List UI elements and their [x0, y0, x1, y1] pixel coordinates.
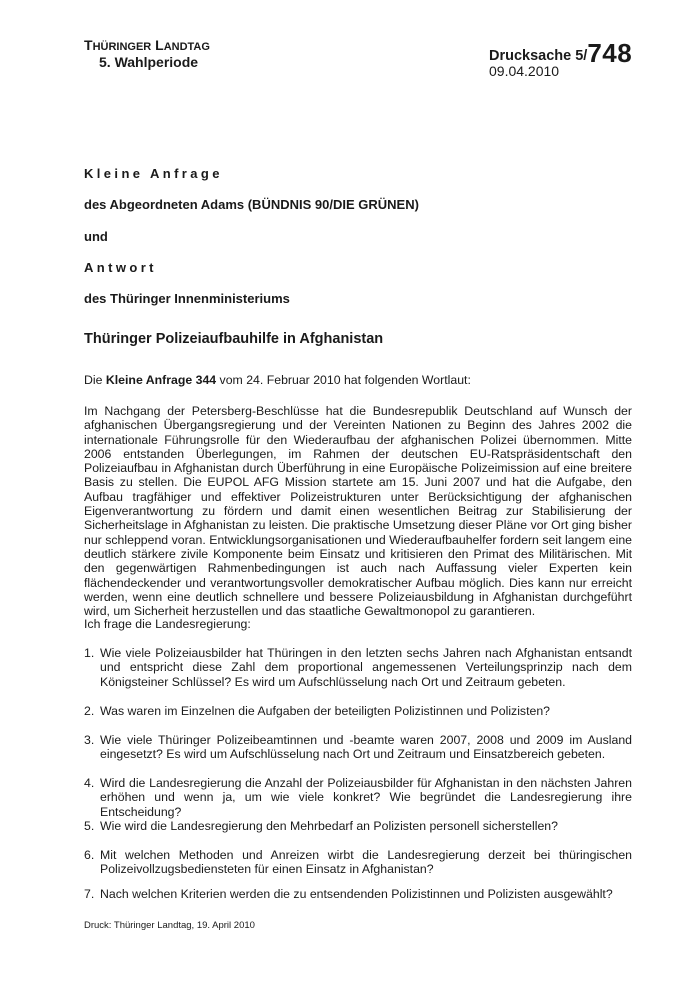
legislative-period: 5. Wahlperiode — [99, 54, 199, 70]
question-item: 6. Mit welchen Methoden und Anreizen wirbt die Landesregierung derzeit bei thüringischen Polizeivollzugsbediensteten für einen Einsatz in Afghanistan? — [84, 848, 632, 877]
document-type-answer: Antwort — [84, 260, 157, 275]
question-item: 1. Wie viele Polizeiausbilder hat Thüringen in den letzten sechs Jahren nach Afghanistan entsandt und entspricht diese Zahl dem proportional angemessenen Verteilungsprinzip nach dem Königsteiner Schlüssel? Es wird um Aufschlüsselung nach Ort und Zeitraum gebeten. — [84, 646, 632, 689]
inquirer: des Abgeordneten Adams (BÜNDNIS 90/DIE GRÜNEN) — [84, 197, 419, 212]
document-date: 09.04.2010 — [489, 63, 560, 79]
document-label: Drucksache 5/ — [489, 48, 588, 64]
question-item: 4. Wird die Landesregierung die Anzahl der Polizeiausbilder für Afghanistan in den nächsten Jahren erhöhen und wenn ja, um wie viele konkret? Wie begründet die Landesregierung ihre Entscheidung? — [84, 776, 632, 819]
answering-ministry: des Thüringer Innenministeriums — [84, 291, 290, 306]
intro-sentence: Die Kleine Anfrage 344 vom 24. Februar 2010 hat folgenden Wortlaut: — [84, 373, 471, 387]
question-item: 5. Wie wird die Landesregierung den Mehrbedarf an Polizisten personell sicherstellen? — [84, 819, 558, 833]
print-footer: Druck: Thüringer Landtag, 19. April 2010 — [84, 920, 255, 931]
document-title: Thüringer Polizeiaufbauhilfe in Afghanistan — [84, 331, 384, 347]
question-item: 3. Wie viele Thüringer Polizeibeamtinnen und -beamte waren 2007, 2008 und 2009 im Ausland eingesetzt? Es wird um Aufschlüsselung nach Ort und Zeitraum und Einsatzbereich gebeten. — [84, 733, 632, 762]
document-type-inquiry: Kleine Anfrage — [84, 166, 223, 181]
parliament-name: THÜRINGER LANDTAG — [84, 37, 210, 53]
inquiry-text: Im Nachgang der Petersberg-Beschlüsse hat die Bundesrepublik Deutschland auf Wunsch der afghanischen Übergangsregierung und der Vereinten Nationen zu Beginn des Jahres 2002 die internationale Führungsrolle für den Wiederaufbau der afghanischen Polizei übernommen. Mitte 2006 entstanden Überlegungen, im Rahmen der deutschen EU-Ratspräsidentschaft den Polizeiaufbau in Afghanistan durch Überführung in eine Europäische Polizeimission auf eine breitere Basis zu stellen. Die EUPOL AFG Mission startete am 15. Juni 2007 und hat die Aufgabe, den Aufbau tragfähiger und effektiver Polizeistrukturen unter Berücksichtigung der afghanischen Eigenverantwortung zu fördern und damit einen wesentlichen Beitrag zur Stabilisierung der Sicherheitslage in Afghanistan zu leisten. Die praktische Umsetzung dieser Pläne vor Ort ging bisher nur schleppend voran. Entwicklungsorganisationen und Wiederaufbauhelfer fordern seit langem eine deutlich stärkere zivile Komponente beim Einsatz und kritisieren den Primat des Militärischen. Mit den gegenwärtigen Rahmenbedingungen ist auch nach Auffassung vieler Experten kein flächendeckender und verantwortungsvoller demokratischer Aufbau möglich. Dies kann nur erreicht werden, wenn eine deutlich schnellere und bessere Polizeiausbildung in Afghanistan durchgeführt wird, um Sicherheit herzustellen und das staatliche Gewaltmonopol zu garantieren. — [84, 404, 632, 619]
question-item: 2. Was waren im Einzelnen die Aufgaben der beteiligten Polizistinnen und Polizisten? — [84, 704, 551, 718]
conjunction: und — [84, 229, 108, 244]
document-number-value: 748 — [587, 38, 633, 68]
question-lead: Ich frage die Landesregierung: — [84, 617, 251, 631]
question-item: 7. Nach welchen Kriterien werden die zu entsendenden Polizistinnen und Polizisten ausgewählt? — [84, 887, 613, 901]
